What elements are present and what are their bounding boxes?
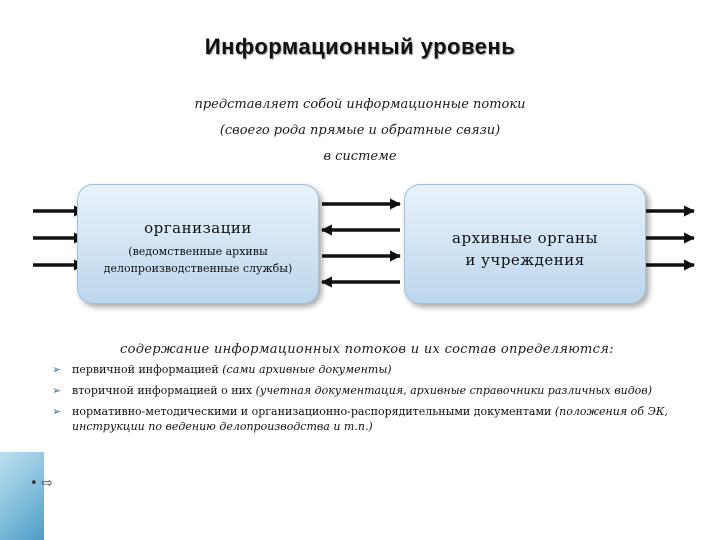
list-item-note: (сами архивные документы) <box>222 363 392 376</box>
archives-label-line-1: архивные органы <box>452 229 598 247</box>
content-heading: содержание информационных потоков и их состав определяются: <box>120 342 614 357</box>
list-item-main: вторичной информацией о них <box>72 384 256 397</box>
organizations-box <box>77 184 319 304</box>
list-item <box>50 404 690 434</box>
list-item-main: нормативно-методическими и организационно-распорядительными документами <box>72 405 555 418</box>
page-title: Информационный уровень <box>204 34 516 59</box>
corner-mark: • ⇨ <box>30 476 53 491</box>
decorative-corner-stripe <box>0 452 44 540</box>
organizations-label: организации <box>144 219 252 237</box>
subtitle-line-3: в системе <box>323 149 397 164</box>
subtitle-line-1: представляет собой информационные потоки <box>194 97 526 112</box>
list-item-main: первичной информацией <box>72 363 223 376</box>
archives-label <box>405 227 645 271</box>
archives-box <box>404 184 646 304</box>
list-item <box>50 383 690 398</box>
organizations-note-line-2: делопроизводственные службы) <box>103 262 293 275</box>
arrowhead-bullet-icon: ➢ <box>52 363 62 376</box>
subtitle-line-2: (своего рода прямые и обратные связи) <box>219 123 501 138</box>
organizations-note-line-1: (ведомственные архивы <box>128 245 268 258</box>
list-item-note: (учетная документация, архивные справочники различных видов) <box>255 384 652 397</box>
organizations-note <box>78 243 318 277</box>
content-list <box>50 362 690 440</box>
arrowhead-bullet-icon: ➢ <box>52 384 62 397</box>
arrowhead-bullet-icon: ➢ <box>52 405 62 418</box>
list-item-note: (положения об ЭК, инструкции по ведению делопроизводства и т.п.) <box>72 405 668 433</box>
list-item <box>50 362 690 377</box>
archives-label-line-2: и учреждения <box>465 251 585 269</box>
